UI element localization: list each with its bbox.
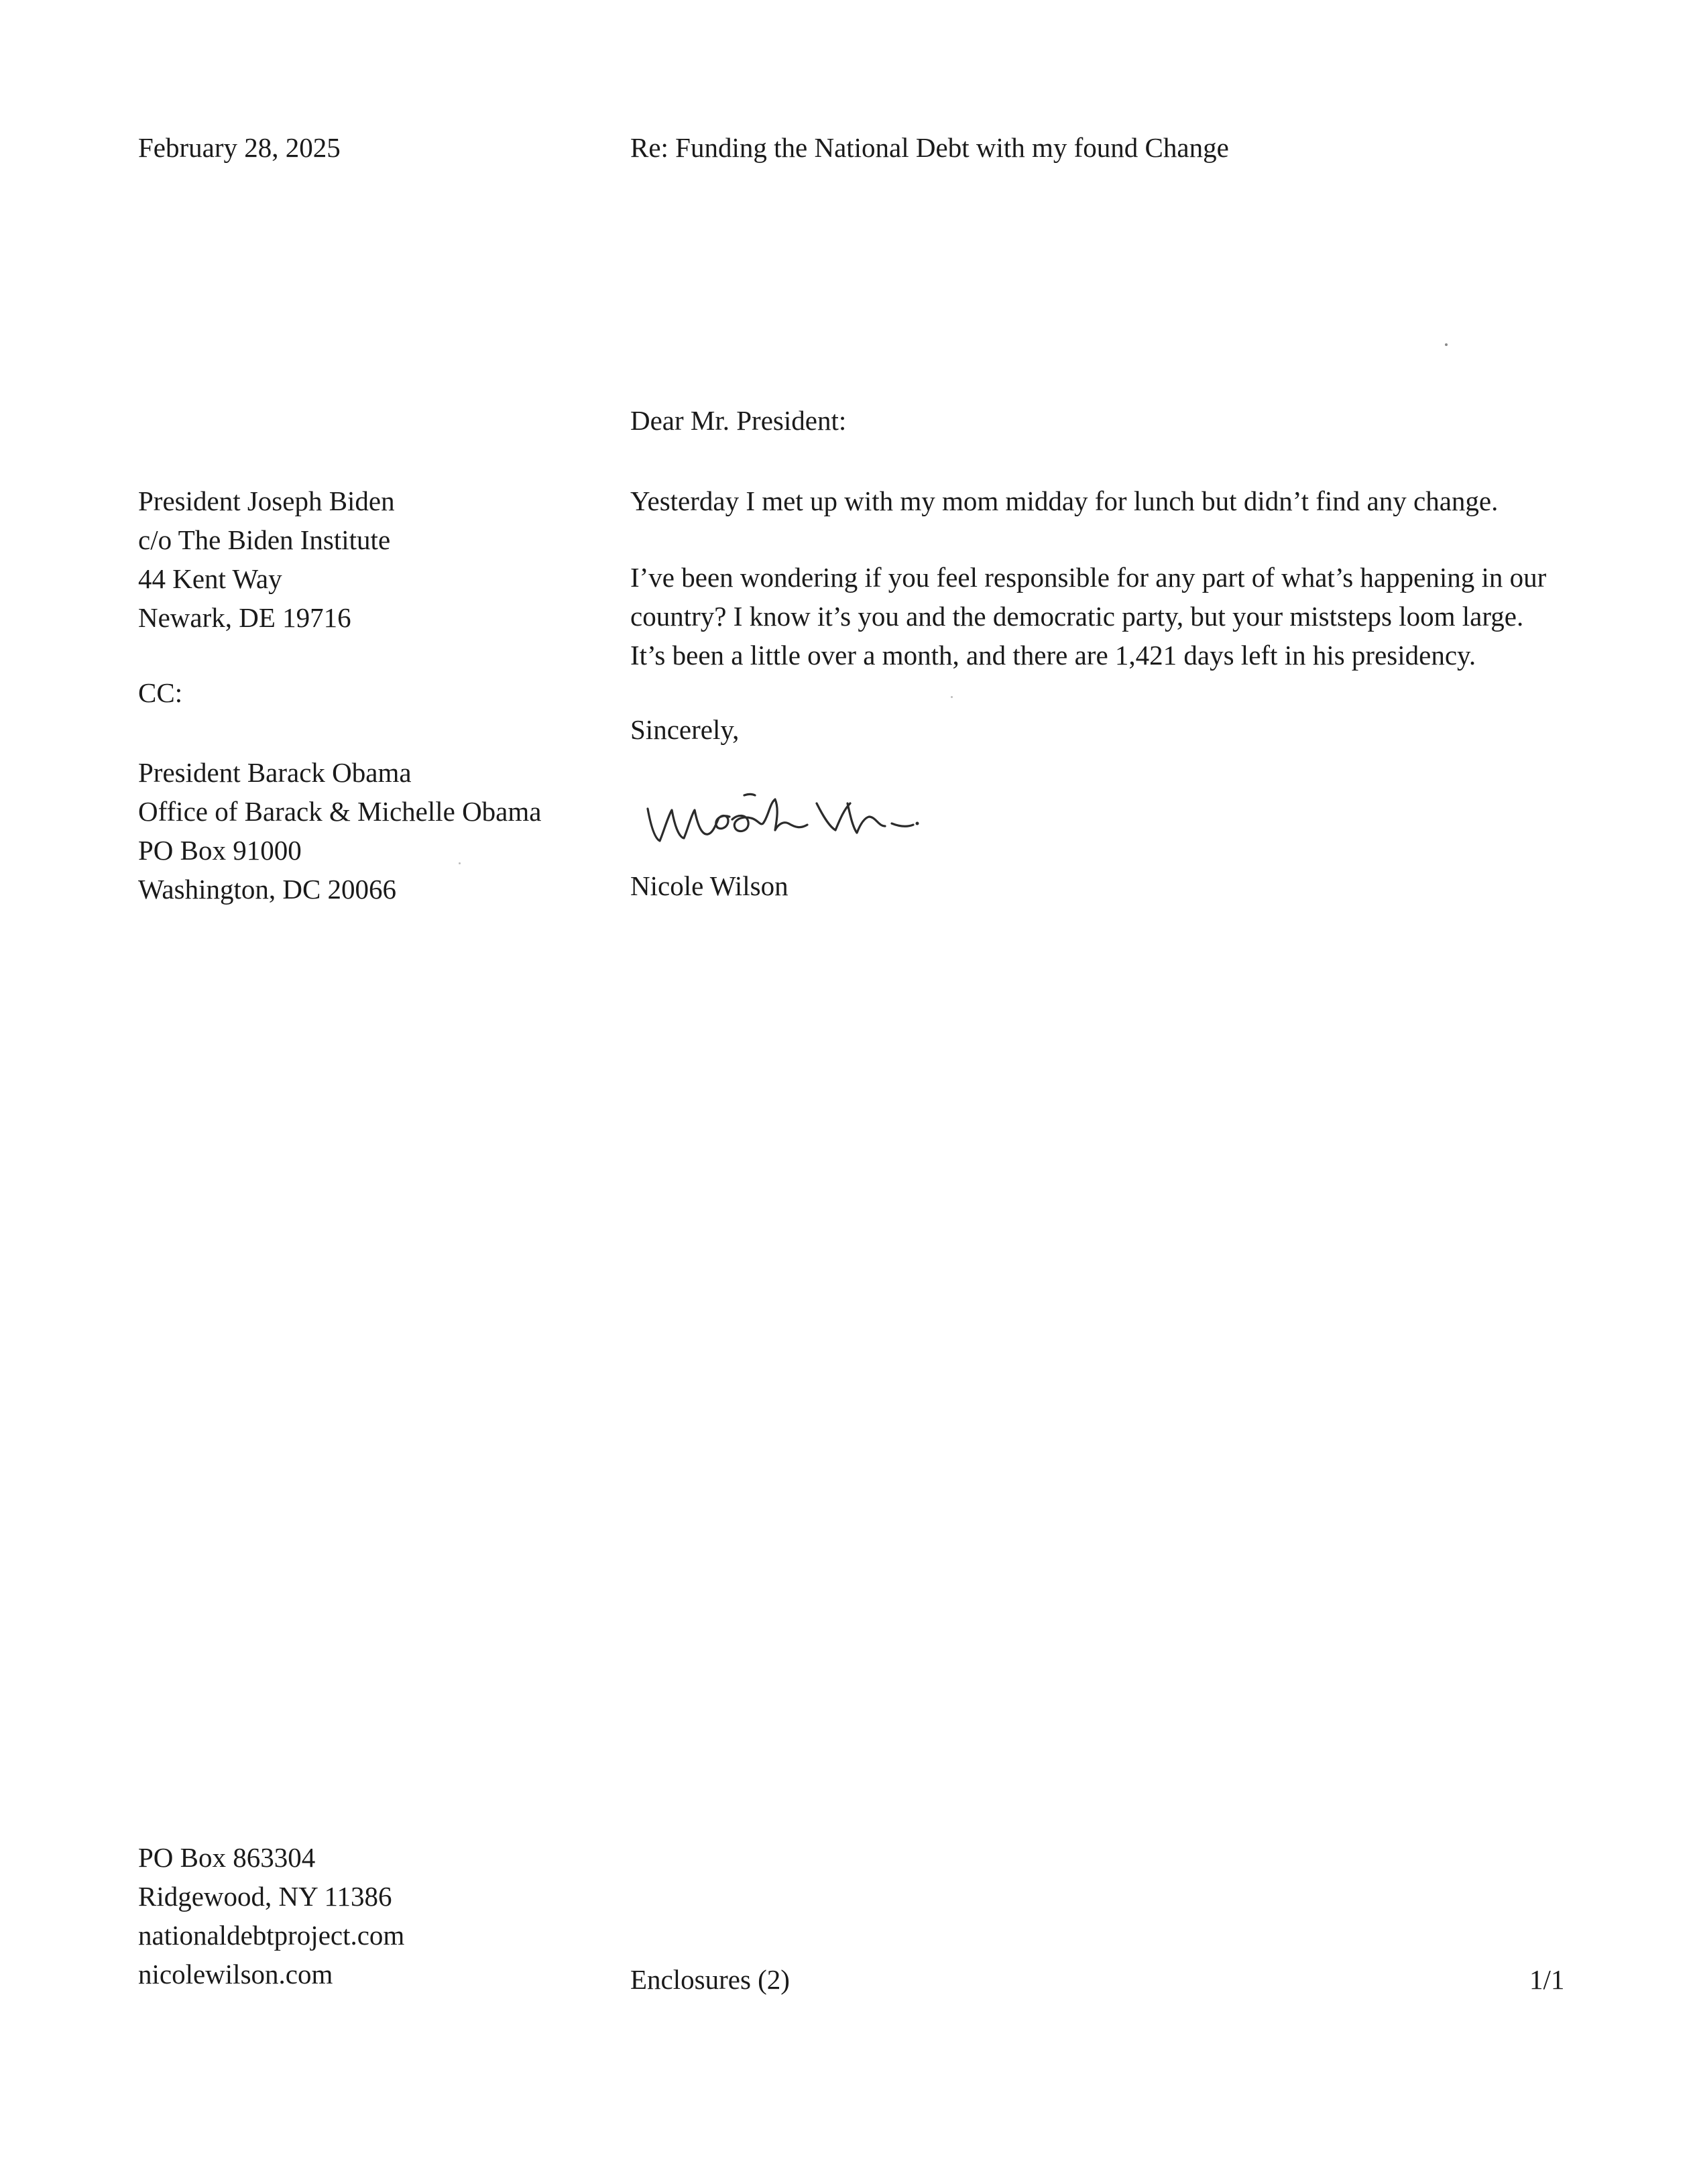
letter-date: February 28, 2025 bbox=[138, 132, 341, 163]
cc-line: Washington, DC 20066 bbox=[138, 874, 397, 905]
cc-label: CC: bbox=[138, 677, 183, 708]
recipient-line: President Joseph Biden bbox=[138, 485, 395, 516]
sender-address bbox=[138, 1838, 404, 1994]
recipient-line: Newark, DE 19716 bbox=[138, 602, 351, 633]
sender-line: Ridgewood, NY 11386 bbox=[138, 1881, 392, 1912]
body-line: country? I know it’s you and the democratic party, but your miststeps loom large. bbox=[630, 601, 1524, 632]
sender-line: nationaldebtproject.com bbox=[138, 1920, 405, 1951]
sender-line: PO Box 863304 bbox=[138, 1842, 316, 1873]
cc-line: Office of Barack & Michelle Obama bbox=[138, 796, 542, 827]
salutation: Dear Mr. President: bbox=[630, 405, 847, 436]
scan-speck bbox=[1445, 343, 1448, 346]
cc-line: PO Box 91000 bbox=[138, 835, 302, 866]
cc-address bbox=[138, 753, 541, 909]
enclosures-note: Enclosures (2) bbox=[630, 1964, 790, 1995]
body-paragraph-1 bbox=[630, 481, 1498, 520]
body-line: Yesterday I met up with my mom midday for lunch but didn’t find any change. bbox=[630, 485, 1499, 516]
scan-speck bbox=[459, 862, 461, 864]
letter-subject: Re: Funding the National Debt with my found Change bbox=[630, 132, 1229, 163]
sender-line: nicolewilson.com bbox=[138, 1959, 333, 1990]
recipient-line: c/o The Biden Institute bbox=[138, 524, 391, 555]
recipient-line: 44 Kent Way bbox=[138, 563, 282, 594]
handwritten-signature bbox=[644, 777, 966, 857]
body-line: It’s been a little over a month, and there are 1,421 days left in his presidency. bbox=[630, 640, 1476, 671]
cc-line: President Barack Obama bbox=[138, 757, 412, 788]
closing: Sincerely, bbox=[630, 714, 740, 745]
page-number: 1/1 bbox=[1529, 1964, 1565, 1995]
body-paragraph-2 bbox=[630, 558, 1546, 675]
scan-speck bbox=[951, 696, 953, 698]
signature-drawing bbox=[644, 777, 966, 850]
recipient-address bbox=[138, 481, 395, 637]
body-line: I’ve been wondering if you feel responsible for any part of what’s happening in our bbox=[630, 562, 1547, 593]
signer-name: Nicole Wilson bbox=[630, 870, 788, 901]
